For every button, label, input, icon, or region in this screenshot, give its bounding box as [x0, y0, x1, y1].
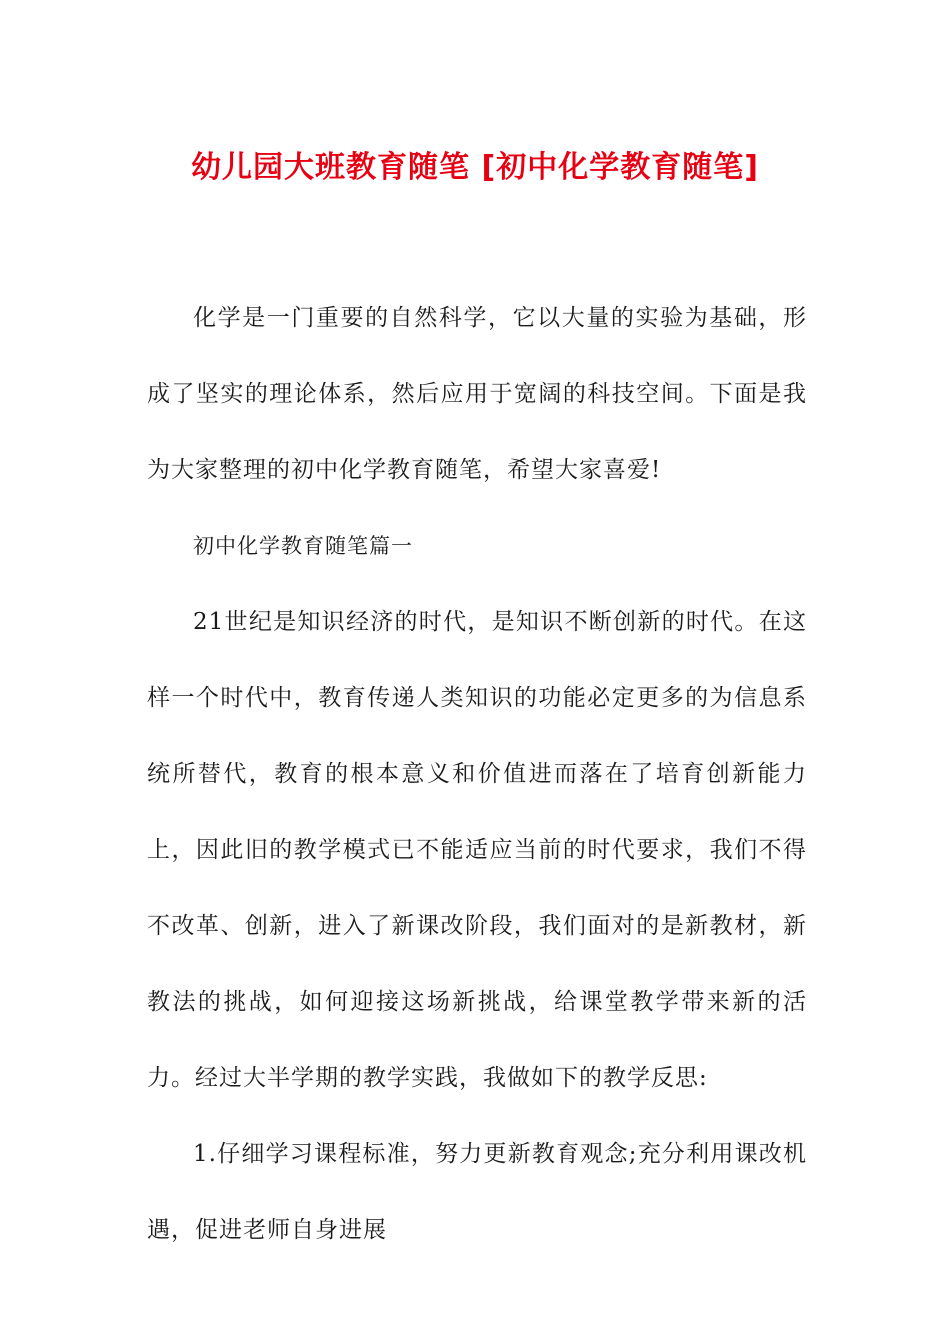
list-item-paragraph: 1.仔细学习课程标准，努力更新教育观念;充分利用课改机遇，促进老师自身进展	[147, 1141, 807, 1243]
intro-paragraph: 化学是一门重要的自然科学，它以大量的实验为基础，形成了坚实的理论体系，然后应用于宽阔的科技空间。下面是我为大家整理的初中化学教育随笔，希望大家喜爱!	[147, 305, 807, 483]
document-title: 幼儿园大班教育随笔 [初中化学教育随笔]	[191, 150, 759, 185]
body-paragraph: 21世纪是知识经济的时代，是知识不断创新的时代。在这样一个时代中，教育传递人类知识的功能必定更多的为信息系统所替代，教育的根本意义和价值进而落在了培育创新能力上，因此旧的教学模式已不能适应当前的时代要求，我们不得不改革、创新，进入了新课改阶段，我们面对的是新教材，新教法的挑战，如何迎接这场新挑战，给课堂教学带来新的活力。经过大半学期的教学实践，我做如下的教学反思:	[147, 609, 807, 1091]
section-heading: 初中化学教育随笔篇一	[193, 534, 413, 558]
document-body	[147, 280, 807, 1268]
